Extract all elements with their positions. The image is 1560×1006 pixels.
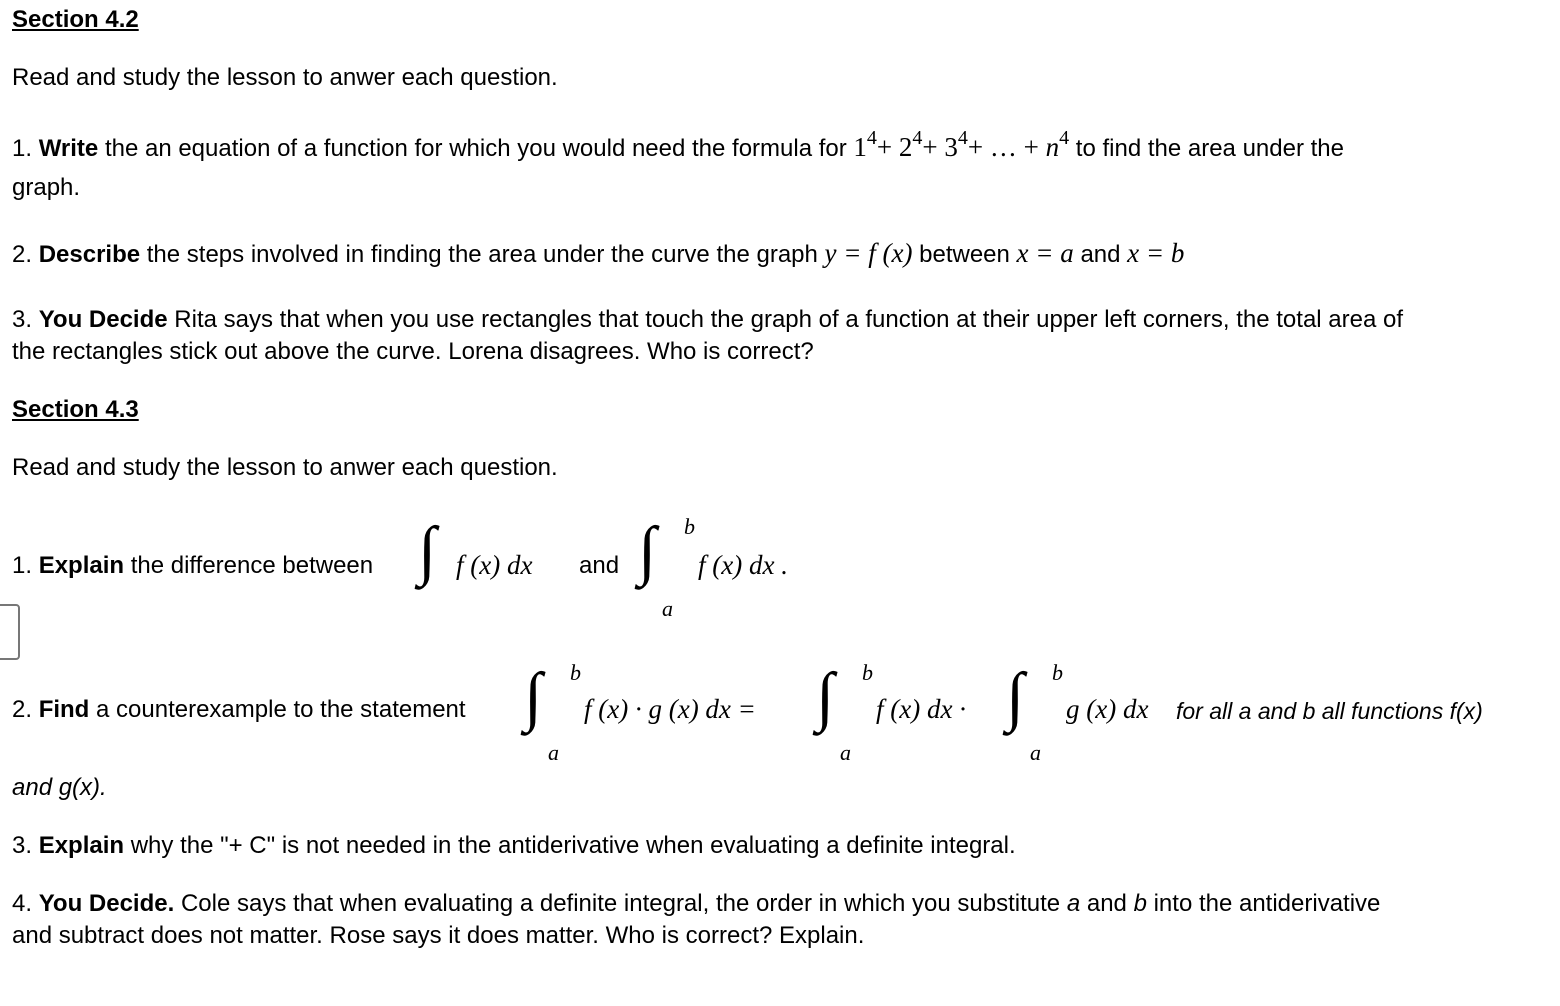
f-integrand: f (x) dx ·	[876, 694, 966, 724]
question-number: 2.	[12, 241, 33, 268]
question-verb: You Decide.	[38, 890, 175, 917]
s43-question-1	[12, 552, 373, 580]
s43-question-2	[12, 696, 466, 724]
section-4-3-heading: Section 4.3	[12, 396, 139, 423]
question-verb: Write	[38, 135, 99, 162]
section-4-2-heading: Section 4.2	[12, 6, 139, 33]
indefinite-integral-sign: ∫	[418, 514, 437, 587]
question-text: why the "+ C" is not needed in the antiderivative when evaluating a definite integral.	[130, 832, 1016, 859]
question-text: the difference between	[130, 552, 374, 579]
lower-limit-2: a	[840, 740, 851, 765]
product-integrand: f (x) · g (x) dx =	[584, 694, 756, 724]
s42-question-1	[12, 127, 1344, 163]
s42-question-1-cont: graph.	[12, 174, 81, 201]
x-equals-a: x = a	[1016, 238, 1074, 268]
lower-limit-3: a	[1030, 740, 1041, 765]
section-4-3-intro: Read and study the lesson to anwer each question.	[12, 454, 558, 481]
question-verb: Find	[38, 696, 90, 723]
upper-limit-1: b	[570, 660, 581, 685]
upper-limit-3: b	[1052, 660, 1063, 685]
question-number: 4.	[12, 890, 33, 917]
question-text: the steps involved in finding the area under the curve the graph	[146, 241, 818, 268]
upper-limit: b	[684, 514, 695, 539]
question-text: and	[1080, 241, 1121, 268]
question-verb: Explain	[38, 832, 125, 859]
variable-a: a	[1066, 890, 1081, 917]
question-text: a counterexample to the statement	[96, 696, 466, 723]
connector-and: and	[579, 552, 620, 579]
function-expression: y = f (x)	[824, 238, 913, 268]
definite-integrand: f (x) dx .	[698, 550, 788, 580]
sum-of-powers-expression: $1^4+ 2^4+ 3^4+$ … + $n^4$	[853, 127, 1070, 162]
question-verb: Describe	[38, 241, 141, 268]
indefinite-integrand: f (x) dx	[456, 550, 533, 580]
s42-question-3	[12, 306, 1403, 334]
question-number: 1.	[12, 135, 33, 162]
s43-question-3	[12, 832, 1016, 860]
question-text: to find the area under the	[1075, 135, 1344, 162]
s43-question-2-cont: and g(x).	[12, 774, 107, 801]
integral-sign-3: ∫	[1006, 660, 1025, 733]
section-4-2-intro: Read and study the lesson to anwer each question.	[12, 64, 558, 91]
lower-limit: a	[662, 596, 673, 621]
question-text: between	[919, 241, 1010, 268]
s43-question-4	[12, 890, 1380, 918]
lower-limit-1: a	[548, 740, 559, 765]
question-verb: Explain	[38, 552, 125, 579]
question-number: 3.	[12, 306, 33, 333]
g-integrand: g (x) dx	[1066, 694, 1149, 724]
question-text: the an equation of a function for which you would need the formula for	[104, 135, 847, 162]
s42-question-3-cont: the rectangles stick out above the curve. Lorena disagrees. Who is correct?	[12, 338, 814, 365]
question-text: Rita says that when you use rectangles that touch the graph of a function at their upper left corners, the total area of	[174, 306, 1404, 333]
integral-sign-2: ∫	[816, 660, 835, 733]
answer-input[interactable]	[0, 604, 20, 660]
question-number: 2.	[12, 696, 33, 723]
statement-qualifier: for all a and b all functions f(x)	[1176, 698, 1483, 724]
s43-question-4-cont: and subtract does not matter. Rose says it does matter. Who is correct? Explain.	[12, 922, 865, 949]
question-number: 1.	[12, 552, 33, 579]
question-text: into the antiderivative	[1153, 890, 1381, 917]
upper-limit-2: b	[862, 660, 873, 685]
question-text: and	[1086, 890, 1127, 917]
x-equals-b: x = b	[1127, 238, 1185, 268]
question-verb: You Decide	[38, 306, 168, 333]
variable-b: b	[1133, 890, 1147, 917]
s42-question-2	[12, 238, 1184, 269]
question-text: Cole says that when evaluating a definite integral, the order in which you substitute	[180, 890, 1061, 917]
integral-sign-1: ∫	[524, 660, 543, 733]
definite-integral-sign: ∫	[638, 514, 657, 587]
question-number: 3.	[12, 832, 33, 859]
